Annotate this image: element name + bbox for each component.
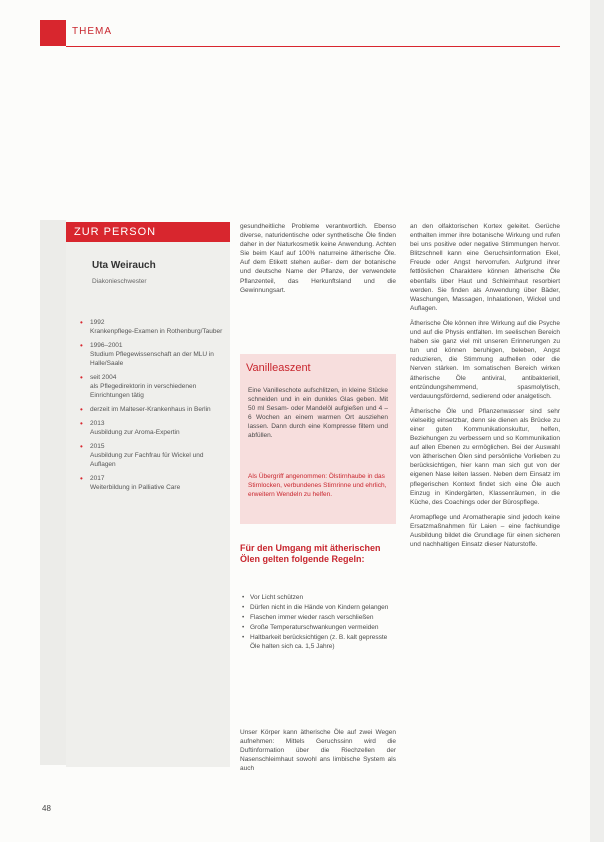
rule-item: • Vor Licht schützen — [240, 593, 396, 602]
page-number: 48 — [42, 804, 51, 813]
cv-text: Weiterbildung in Palliative Care — [90, 484, 181, 491]
cv-year: • 1996–2001 — [90, 342, 123, 349]
section-label: THEMA — [72, 26, 112, 37]
recipe-tip: Als Übergriff angenommen: Ölstirnhaube in das Stirnlocken, verbundenes Stirnrinne und ehrlich, erweitern Wendeln zu helfen. — [248, 473, 387, 498]
recipe-title: Vanilleaszent — [246, 362, 311, 374]
section-marker — [40, 20, 66, 46]
sidebar-heading-bar — [66, 222, 230, 242]
body-column-middle-bottom — [240, 728, 396, 779]
cv-text: Krankenpflege-Examen in Rothenburg/Tauber — [90, 328, 223, 335]
cv-year: • seit 2004 — [90, 374, 117, 381]
cv-item — [78, 318, 224, 336]
cv-item — [78, 373, 224, 400]
body-column-right — [410, 222, 560, 555]
rule-item: • Dürfen nicht in die Hände von Kindern gelangen — [240, 603, 396, 612]
page-edge — [590, 0, 604, 842]
cv-text: derzeit im Malteser-Krankenhaus in Berlin — [90, 406, 211, 413]
body-paragraph: Ätherische Öle und Pflanzenwasser sind sehr vielseitig einsetzbar, denn sie dienen als Brücke zu einer guten Kommunikationskultur, helfen, Beziehungen zu verbessern und so Kommunikation auf allen Ebenen zu ermöglichen. Bei der Auswahl von ätherischen Ölen sind persönliche Vorlieben zu berücksichtigen, hier kann man sich gut von der eigenen Nase leiten lassen. Neben dem Einsatz im pflegerischen Kontext findet sich eine Öle auch Einzug in Kindergärten, Klassenräumen, in die Küche, des Coachings oder der Bürospflege. — [410, 407, 560, 506]
cv-text: Ausbildung zur Fachfrau für Wickel und Auflagen — [90, 452, 204, 468]
cv-year: • 1992 — [90, 319, 105, 326]
margin-strip — [40, 220, 66, 765]
cv-list — [78, 318, 224, 497]
body-paragraph: Unser Körper kann ätherische Öle auf zwei Wegen aufnehmen: Mittels Geruchssinn wird die Duftinformation über die Riechzellen der Nasenschleimhaut sowohl ans limbische System als auch — [240, 729, 396, 773]
cv-text: Ausbildung zur Aroma-Expertin — [90, 429, 180, 436]
body-column-middle — [240, 222, 396, 301]
cv-text: als Pflegedirektorin in verschiedenen Einrichtungen tätig — [90, 383, 197, 399]
rules-list — [240, 593, 396, 652]
body-paragraph: Ätherische Öle können ihre Wirkung auf die Psyche und auf die Physis entfalten. Im seelischen Bereich haben sie ganz viel mit unseren Erinnerungen zu tun und können beruhigen, beleben, Angst reduzieren, die Stimmung aufhellen oder die Nerven stärken. Im somatischen Bereich wirken ätherische Öle antiviral, antibakteriell, entzündungshemmend, spasmolytisch, verdauungsfördernd, sedierend oder analgetisch. — [410, 319, 560, 400]
recipe-text: Eine Vanilleschote aufschlitzen, in kleine Stücke schneiden und in ein dunkles Glas geben. Mit 50 ml Sesam- oder Mandelöl aufgießen und 4 – 6 Wochen an einem warmen Ort ausziehen lassen. Dann durch eine Kompresse filtern und abfüllen. — [248, 387, 388, 439]
cv-year: • 2013 — [90, 420, 105, 427]
cv-item — [78, 341, 224, 368]
cv-text: Studium Pflegewissenschaft an der MLU in Halle/Saale — [90, 351, 214, 367]
person-name: Uta Weirauch — [92, 260, 156, 271]
cv-item — [78, 419, 224, 437]
recipe-box — [240, 354, 396, 524]
header-rule — [66, 46, 560, 47]
body-paragraph: gesundheitliche Probleme verantwortlich. Ebenso diverse, naturidentische oder synthetische Öle finden daher in der Naturkosmetik keine Anwendung. Achten Sie beim Kauf auf 100% naturreine ätherische Öle. Auf dem Etikett stehen außer- dem der botanische und deutsche Name der Pflanze, der verwendete Pflanzenteil, das Herkunftsland und die Gewinnungsart. — [240, 223, 396, 294]
cv-year: • 2015 — [90, 443, 105, 450]
cv-item — [78, 405, 224, 414]
cv-year: • 2017 — [90, 475, 105, 482]
rule-item: • Flaschen immer wieder rasch verschließen — [240, 613, 396, 622]
rules-heading: Für den Umgang mit ätherischen Ölen gelten folgende Regeln: — [240, 543, 381, 564]
body-paragraph: an den olfaktorischen Kortex geleitet. Gerüche enthalten immer ihre botanische Wirkung und rufen bei uns positive oder negative Stimmungen hervor. Blitzschnell kann eine Geruchsinformation Ekel, Freude oder Angst hervorrufen. Aufgrund ihrer fettlöslichen Charaktere können ätherische Öle ebenfalls über Haut und Schleimhaut resorbiert werden. Sie finden als Anwendung über Bäder, Waschungen, Massagen, Inhalationen, Wickel und Auflagen. — [410, 223, 560, 312]
rule-item: • Große Temperaturschwankungen vermeiden — [240, 623, 396, 632]
cv-item — [78, 442, 224, 469]
rule-item: • Haltbarkeit berücksichtigen (z. B. kalt gepresste Öle halten sich ca. 1,5 Jahre) — [240, 633, 396, 651]
body-paragraph: Aromapflege und Aromatherapie sind jedoch keine Ersatzmaßnahmen für Laien – eine fachkundige Ausbildung bildet die Grundlage für einen sicheren und nachhaltigen Einsatz dieser Naturstoffe. — [410, 513, 560, 549]
sidebar-heading: ZUR PERSON — [74, 226, 157, 238]
person-role: Diakonieschwester — [92, 278, 147, 285]
person-sidebar — [66, 222, 230, 767]
cv-item — [78, 474, 224, 492]
